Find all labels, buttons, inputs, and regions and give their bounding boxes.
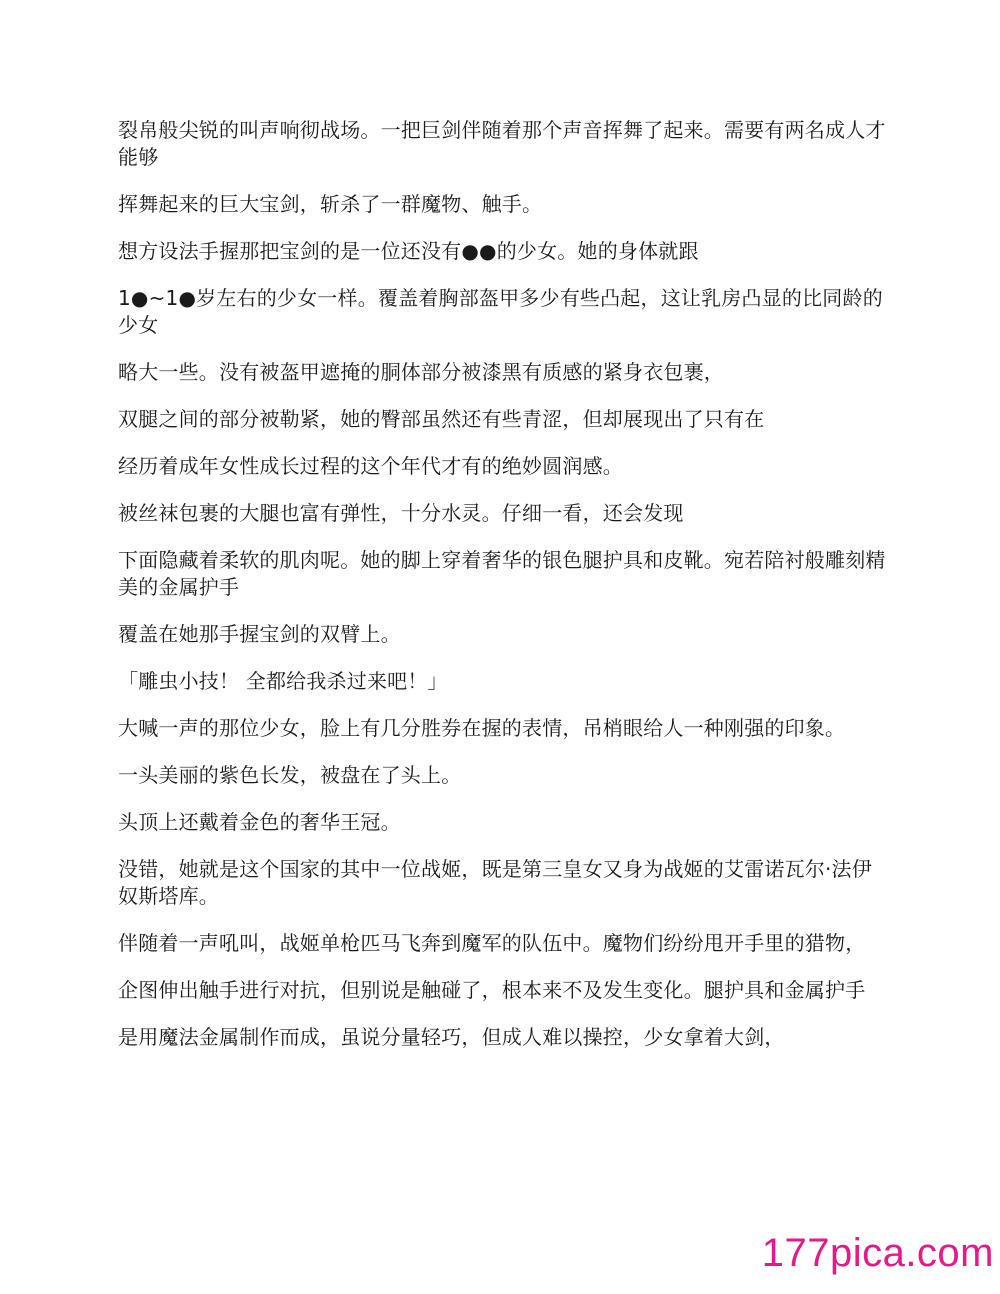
- watermark: 177pica.com: [761, 1231, 994, 1275]
- paragraph-15: 没错，她就是这个国家的其中一位战姬，既是第三皇女又身为战姬的艾雷诺瓦尔·法伊奴斯塔库。: [118, 857, 872, 908]
- paragraph-13: 一头美丽的紫色长发，被盘在了头上。: [118, 763, 462, 787]
- paragraph-7: 经历着成年女性成长过程的这个年代才有的绝妙圆润感。: [118, 454, 623, 478]
- paragraph-11: 「雕虫小技！ 全都给我杀过来吧！」: [118, 669, 448, 693]
- document-body: [118, 117, 888, 1071]
- paragraph-9: 下面隐藏着柔软的肌肉呢。她的脚上穿着奢华的银色腿护具和皮靴。宛若陪衬般雕刻精美的金属护手: [118, 548, 886, 599]
- paragraph-8: 被丝袜包裹的大腿也富有弹性，十分水灵。仔细一看，还会发现: [118, 501, 684, 525]
- paragraph-10: 覆盖在她那手握宝剑的双臂上。: [118, 622, 401, 646]
- paragraph-18: 是用魔法金属制作而成，虽说分量轻巧，但成人难以操控，少女拿着大剑，: [118, 1025, 785, 1049]
- paragraph-4: 1●~1●岁左右的少女一样。覆盖着胸部盔甲多少有些凸起，这让乳房凸显的比同龄的少女: [118, 286, 883, 337]
- paragraph-3: 想方设法手握那把宝剑的是一位还没有●●的少女。她的身体就跟: [118, 239, 699, 263]
- paragraph-16: 伴随着一声吼叫，战姬单枪匹马飞奔到魔军的队伍中。魔物们纷纷甩开手里的猎物，: [118, 931, 866, 955]
- paragraph-5: 略大一些。没有被盔甲遮掩的胴体部分被漆黑有质感的紧身衣包裹，: [118, 360, 724, 384]
- paragraph-2: 挥舞起来的巨大宝剑，斩杀了一群魔物、触手。: [118, 192, 543, 216]
- paragraph-14: 头顶上还戴着金色的奢华王冠。: [118, 810, 401, 834]
- paragraph-12: 大喊一声的那位少女，脸上有几分胜券在握的表情，吊梢眼给人一种刚强的印象。: [118, 716, 846, 740]
- paragraph-6: 双腿之间的部分被勒紧，她的臀部虽然还有些青涩，但却展现出了只有在: [118, 407, 765, 431]
- paragraph-1: 裂帛般尖锐的叫声响彻战场。一把巨剑伴随着那个声音挥舞了起来。需要有两名成人才能够: [118, 118, 886, 169]
- paragraph-17: 企图伸出触手进行对抗，但别说是触碰了，根本来不及发生变化。腿护具和金属护手: [118, 978, 866, 1002]
